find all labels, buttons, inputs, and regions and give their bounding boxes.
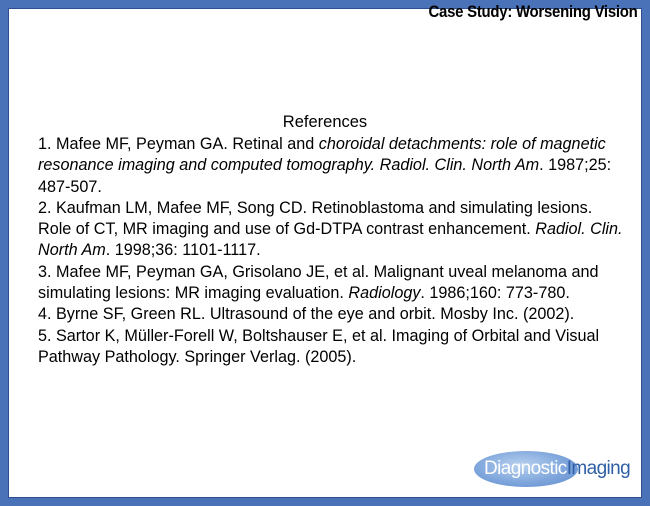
diagnostic-imaging-logo bbox=[472, 447, 642, 491]
logo-text-imaging: Imaging bbox=[566, 458, 631, 479]
references-heading: References bbox=[282, 113, 368, 131]
reference-item: 4. Byrne SF, Green RL. Ultrasound of the eye and orbit. Mosby Inc. (2002). bbox=[38, 305, 575, 324]
references-list bbox=[38, 134, 623, 368]
case-title: Case Study: Worsening Vision bbox=[428, 2, 638, 21]
reference-item: 2. Kaufman LM, Mafee MF, Song CD. Retinoblastoma and simulating lesions. Role of CT, MR imaging and use of Gd-DTPA contrast enhancement. Radiol. Clin. North Am. 1998;36: 1101-1117. bbox=[38, 198, 623, 260]
reference-item: 1. Mafee MF, Peyman GA. Retinal and choroidal detachments: role of magnetic resonance imaging and computed tomography. Radiol. Clin. North Am. 1987;25: 487-507. bbox=[38, 135, 612, 196]
reference-item: 3. Mafee MF, Peyman GA, Grisolano JE, et al. Malignant uveal melanoma and simulating lesions: MR imaging evaluation. Radiology. 1986;160: 773-780. bbox=[38, 262, 599, 303]
reference-item: 5. Sartor K, Müller-Forell W, Boltshauser E, et al. Imaging of Orbital and Visual Pathway Pathology. Springer Verlag. (2005). bbox=[38, 326, 600, 366]
logo-text-diagnostic: Diagnostic bbox=[484, 458, 567, 479]
